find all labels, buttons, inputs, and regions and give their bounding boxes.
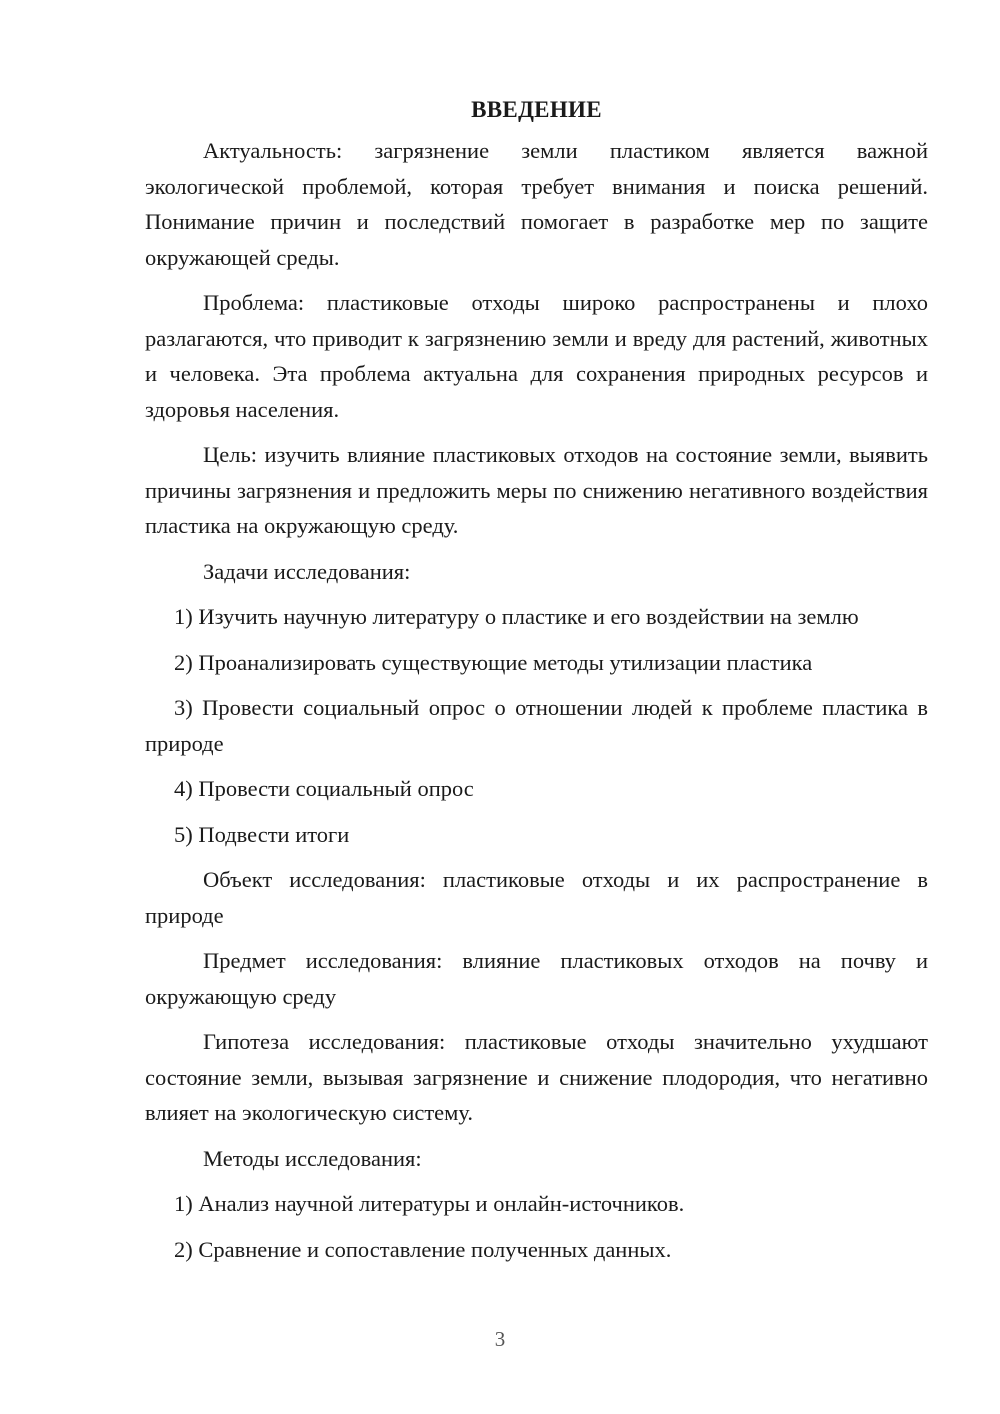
- page-title: ВВЕДЕНИЕ: [471, 97, 602, 122]
- task-item-5: 5) Подвести итоги: [174, 821, 350, 847]
- method-item-1: 1) Анализ научной литературы и онлайн-источников.: [174, 1191, 685, 1216]
- tasks-title: Задачи исследования:: [203, 558, 411, 584]
- goal-paragraph: Цель: изучить влияние пластиковых отходов на состояние земли, выявить причины загрязнения и предложить меры по снижению негативного воздействия пластика на окружающую среду.: [145, 442, 928, 538]
- task-item-4: 4) Провести социальный опрос: [174, 776, 474, 801]
- relevance-paragraph: Актуальность: загрязнение земли пластиком является важной экологической проблемой, которая требует внимания и поиска решений. Понимание причин и последствий помогает в разработке мер по защите окружающей среды.: [145, 138, 928, 270]
- problem-paragraph: Проблема: пластиковые отходы широко распространены и плохо разлагаются, что приводит к загрязнению земли и вреду для растений, животных и человека. Эта проблема актуальна для сохранения природных ресурсов и здоровья населения.: [145, 290, 928, 422]
- task-item-1: 1) Изучить научную литературу о пластике и его воздействии на землю: [174, 604, 859, 629]
- object-paragraph: Объект исследования: пластиковые отходы и их распространение в природе: [145, 867, 928, 928]
- method-item-2: 2) Сравнение и сопоставление полученных данных.: [174, 1236, 672, 1262]
- hypothesis-paragraph: Гипотеза исследования: пластиковые отходы значительно ухудшают состояние земли, вызывая загрязнение и снижение плодородия, что негативно влияет на экологическую систему.: [145, 1029, 928, 1125]
- document-page: [145, 92, 928, 1277]
- methods-title: Методы исследования:: [203, 1145, 422, 1171]
- page-number: 3: [494, 1327, 506, 1351]
- task-item-3: 3) Провести социальный опрос о отношении людей к проблеме пластика в природе: [145, 695, 928, 756]
- subject-paragraph: Предмет исследования: влияние пластиковых отходов на почву и окружающую среду: [145, 948, 928, 1009]
- task-item-2: 2) Проанализировать существующие методы утилизации пластика: [174, 649, 813, 675]
